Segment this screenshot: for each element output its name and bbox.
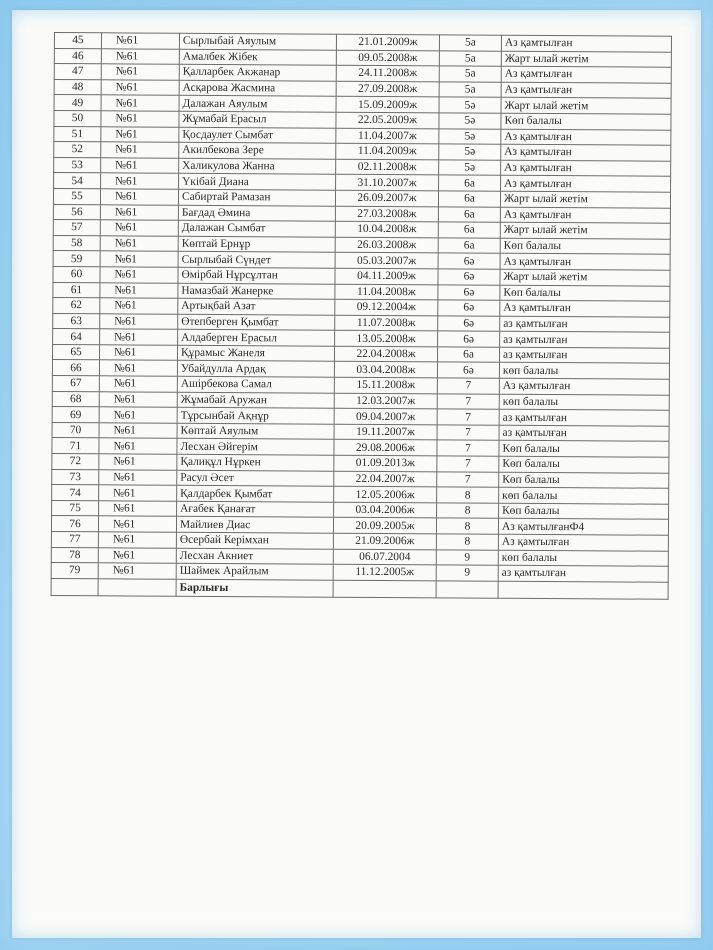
- row-number: 52: [54, 142, 101, 158]
- row-number: 48: [54, 79, 101, 95]
- birth-date: 12.03.2007ж: [334, 393, 437, 409]
- class-grade: 6ә: [438, 300, 500, 316]
- row-number: 77: [51, 531, 98, 547]
- student-name: Акилбекова Зере: [179, 142, 336, 159]
- school-number: №61: [98, 547, 176, 563]
- school-number: №61: [98, 563, 176, 579]
- student-table-body: [51, 33, 671, 583]
- row-number: 61: [53, 282, 100, 298]
- student-name: Намазбай Жанерке: [178, 283, 335, 300]
- row-number: 59: [53, 251, 100, 267]
- class-grade: 6а: [438, 222, 500, 238]
- birth-date: 21.01.2009ж: [336, 34, 439, 50]
- row-number: 50: [54, 110, 101, 126]
- birth-date: 03.04.2008ж: [334, 362, 437, 378]
- row-number: 62: [53, 298, 100, 314]
- row-number: 75: [52, 500, 99, 516]
- class-grade: 7: [437, 378, 499, 394]
- birth-date: 29.08.2006ж: [334, 440, 437, 456]
- birth-date: 09.05.2008ж: [336, 50, 439, 66]
- birth-date: 09.04.2007ж: [334, 408, 437, 424]
- row-number: 47: [54, 64, 101, 80]
- row-number: 60: [53, 266, 100, 282]
- class-grade: 7: [437, 425, 499, 441]
- birth-date: 27.03.2008ж: [335, 206, 438, 222]
- row-number: 78: [51, 547, 98, 563]
- school-number: №61: [99, 485, 177, 501]
- social-status: аз қамтылған: [500, 332, 670, 349]
- school-number: №61: [99, 423, 177, 439]
- birth-date: 24.11.2008ж: [336, 65, 439, 81]
- class-grade: 8: [437, 487, 499, 503]
- class-grade: 6ә: [438, 331, 500, 347]
- school-number: №61: [99, 501, 177, 517]
- class-grade: 5а: [439, 66, 501, 82]
- student-name: Лесхан Әйгерім: [177, 439, 334, 456]
- class-grade: 5ә: [439, 160, 501, 176]
- school-number: №61: [101, 142, 179, 158]
- row-number: 66: [52, 360, 99, 376]
- class-grade: 5ә: [439, 144, 501, 160]
- social-status: Көп балалы: [499, 441, 669, 458]
- birth-date: 27.09.2008ж: [336, 81, 439, 97]
- birth-date: 11.07.2008ж: [335, 315, 438, 331]
- birth-date: 10.04.2008ж: [335, 221, 438, 237]
- class-grade: 7: [437, 409, 499, 425]
- birth-date: 22.05.2009ж: [336, 112, 439, 128]
- class-grade: 8: [436, 534, 498, 550]
- student-name: Майлиев Диас: [176, 517, 333, 534]
- total-cell-class: [436, 581, 498, 598]
- birth-date: 26.03.2008ж: [335, 237, 438, 253]
- social-status: Аз қамтылғанФ4: [498, 519, 668, 536]
- birth-date: 11.12.2005ж: [333, 564, 436, 580]
- row-number: 55: [53, 188, 100, 204]
- student-name: Өтепберген Қымбат: [178, 314, 335, 331]
- student-name: Расул Әсет: [177, 470, 334, 487]
- row-number: 72: [52, 454, 99, 470]
- class-grade: 6а: [438, 206, 500, 222]
- social-status: аз қамтылған: [499, 409, 669, 426]
- social-status: Аз қамтылған: [501, 160, 671, 177]
- school-number: №61: [98, 532, 176, 548]
- row-number: 46: [54, 48, 101, 64]
- class-grade: 6ә: [438, 284, 500, 300]
- school-number: №61: [101, 33, 179, 49]
- row-number: 71: [52, 438, 99, 454]
- social-status: Аз қамтылған: [499, 378, 669, 395]
- school-number: №61: [101, 48, 179, 64]
- class-grade: 9: [436, 565, 498, 581]
- student-name: Қалиқұл Нұркен: [177, 454, 334, 471]
- social-status: Жарт ылай жетім: [500, 269, 670, 286]
- student-name: Жұмабай Аружан: [177, 392, 334, 409]
- birth-date: 31.10.2007ж: [336, 175, 439, 191]
- class-grade: 5а: [439, 82, 501, 98]
- school-number: №61: [100, 236, 178, 252]
- row-number: 53: [54, 157, 101, 173]
- birth-date: 13.05.2008ж: [335, 331, 438, 347]
- row-number: 49: [54, 95, 101, 111]
- student-name: Үкібай Диана: [179, 174, 336, 191]
- social-status: Аз қамтылған: [500, 254, 670, 271]
- social-status: Аз қамтылған: [501, 66, 671, 83]
- school-number: №61: [100, 220, 178, 236]
- school-number: №61: [99, 360, 177, 376]
- class-grade: 7: [437, 440, 499, 456]
- social-status: Аз қамтылған: [501, 129, 671, 146]
- student-name: Ағабек Қанағат: [177, 501, 334, 518]
- school-number: №61: [99, 345, 177, 361]
- birth-date: 03.04.2006ж: [334, 502, 437, 518]
- class-grade: 8: [436, 518, 498, 534]
- class-grade: 9: [436, 549, 498, 565]
- student-table: [51, 32, 672, 600]
- student-name: Асқарова Жасмина: [179, 80, 336, 97]
- student-name: Алдаберген Ерасыл: [178, 330, 335, 347]
- school-number: №61: [101, 111, 179, 127]
- student-name: Амалбек Жібек: [179, 49, 336, 66]
- birth-date: 15.11.2008ж: [334, 377, 437, 393]
- class-grade: 6а: [439, 175, 501, 191]
- class-grade: 6а: [437, 347, 499, 363]
- school-number: №61: [100, 298, 178, 314]
- social-status: аз қамтылған: [499, 347, 669, 364]
- social-status: Жарт ылай жетім: [501, 51, 671, 68]
- row-number: 57: [53, 220, 100, 236]
- school-number: №61: [99, 469, 177, 485]
- class-grade: 8: [437, 503, 499, 519]
- student-name: Қалларбек Акжанар: [179, 64, 336, 81]
- school-number: №61: [99, 376, 177, 392]
- social-status: Көп балалы: [499, 456, 669, 473]
- school-number: №61: [100, 329, 178, 345]
- student-name: Далажан Сымбат: [178, 220, 335, 237]
- social-status: Аз қамтылған: [500, 207, 670, 224]
- school-number: №61: [99, 407, 177, 423]
- student-name: Сырлыбай Сүндет: [178, 252, 335, 269]
- student-name: Қосдаулет Сымбат: [179, 127, 336, 144]
- student-name: Сабиртай Рамазан: [178, 189, 335, 206]
- row-number: 79: [51, 563, 98, 579]
- student-name: Көптай Аяулым: [177, 423, 334, 440]
- row-number: 70: [52, 422, 99, 438]
- row-number: 63: [53, 313, 100, 329]
- school-number: №61: [100, 189, 178, 205]
- social-status: Жарт ылай жетім: [501, 98, 671, 115]
- total-cell-school: [98, 579, 176, 596]
- social-status: көп балалы: [499, 487, 669, 504]
- birth-date: 01.09.2013ж: [334, 455, 437, 471]
- school-number: №61: [101, 173, 179, 189]
- class-grade: 7: [437, 471, 499, 487]
- birth-date: 11.04.2009ж: [336, 143, 439, 159]
- student-name: Тұрсынбай Ақнұр: [177, 408, 334, 425]
- social-status: көп балалы: [499, 363, 669, 380]
- birth-date: 26.09.2007ж: [335, 190, 438, 206]
- row-number: 56: [53, 204, 100, 220]
- birth-date: 04.11.2009ж: [335, 268, 438, 284]
- total-cell-status: [498, 581, 668, 599]
- row-number: 65: [52, 344, 99, 360]
- class-grade: 7: [437, 456, 499, 472]
- class-grade: 6а: [438, 191, 500, 207]
- row-number: 64: [53, 329, 100, 345]
- school-number: №61: [101, 95, 179, 111]
- birth-date: 20.09.2005ж: [333, 518, 436, 534]
- social-status: Аз қамтылған: [501, 82, 671, 99]
- class-grade: 5ә: [439, 128, 501, 144]
- class-grade: 6ә: [438, 253, 500, 269]
- student-name: Шаймек Арайлым: [176, 563, 333, 580]
- row-number: 73: [52, 469, 99, 485]
- class-grade: 5ә: [439, 97, 501, 113]
- birth-date: 15.09.2009ж: [336, 97, 439, 113]
- birth-date: 19.11.2007ж: [334, 424, 437, 440]
- school-number: №61: [100, 251, 178, 267]
- class-grade: 6ә: [438, 269, 500, 285]
- school-number: №61: [99, 454, 177, 470]
- row-number: 58: [53, 235, 100, 251]
- social-status: аз қамтылған: [500, 316, 670, 333]
- social-status: Жарт ылай жетім: [500, 191, 670, 208]
- student-name: Сырлыбай Аяулым: [179, 33, 336, 50]
- student-name: Қалдарбек Қымбат: [177, 485, 334, 502]
- student-name: Артықбай Азат: [178, 298, 335, 315]
- row-number: 54: [54, 173, 101, 189]
- social-status: Көп балалы: [501, 113, 671, 130]
- social-status: аз қамтылған: [499, 425, 669, 442]
- student-name: Халикулова Жанна: [179, 158, 336, 175]
- social-status: Көп балалы: [499, 472, 669, 489]
- birth-date: 22.04.2008ж: [334, 346, 437, 362]
- student-name: Көптай Ернұр: [178, 236, 335, 253]
- row-number: 67: [52, 376, 99, 392]
- school-number: №61: [100, 313, 178, 329]
- school-number: №61: [99, 391, 177, 407]
- social-status: Аз қамтылған: [500, 300, 670, 317]
- row-number: 68: [52, 391, 99, 407]
- social-status: Көп балалы: [500, 285, 670, 302]
- class-grade: 5а: [439, 50, 501, 66]
- document-page: [12, 10, 701, 938]
- birth-date: 02.11.2008ж: [336, 159, 439, 175]
- row-number: 76: [51, 516, 98, 532]
- birth-date: 12.05.2006ж: [334, 486, 437, 502]
- social-status: Жарт ылай жетім: [500, 222, 670, 239]
- student-name: Далажан Аяулым: [179, 96, 336, 113]
- class-grade: 7: [437, 394, 499, 410]
- birth-date: 11.04.2007ж: [336, 128, 439, 144]
- student-name: Өмірбай Нұрсұлтан: [178, 267, 335, 284]
- birth-date: 22.04.2007ж: [334, 471, 437, 487]
- birth-date: 11.04.2008ж: [335, 284, 438, 300]
- social-status: көп балалы: [499, 394, 669, 411]
- school-number: №61: [100, 204, 178, 220]
- social-status: Аз қамтылған: [501, 35, 671, 52]
- birth-date: 09.12.2004ж: [335, 299, 438, 315]
- social-status: аз қамтылған: [498, 565, 668, 582]
- school-number: №61: [99, 438, 177, 454]
- birth-date: 05.03.2007ж: [335, 253, 438, 269]
- school-number: №61: [101, 158, 179, 174]
- class-grade: 6а: [438, 238, 500, 254]
- row-number: 45: [54, 33, 101, 49]
- social-status: Көп балалы: [499, 503, 669, 520]
- row-number: 74: [52, 485, 99, 501]
- student-name: Құрамыс Жанеля: [177, 345, 334, 362]
- birth-date: 21.09.2006ж: [333, 533, 436, 549]
- student-name: Өсербай Керімхан: [176, 532, 333, 549]
- student-name: Ашірбекова Самал: [177, 376, 334, 393]
- row-number: 51: [54, 126, 101, 142]
- student-name: Бағдад Әмина: [178, 205, 335, 222]
- total-row: [51, 578, 668, 599]
- social-status: көп балалы: [498, 550, 668, 567]
- total-cell-num: [51, 578, 98, 595]
- total-cell-date: [333, 580, 436, 598]
- total-label: Барлығы: [176, 579, 333, 597]
- social-status: Көп балалы: [500, 238, 670, 255]
- class-grade: 6ә: [437, 362, 499, 378]
- school-number: №61: [100, 282, 178, 298]
- school-number: №61: [98, 516, 176, 532]
- school-number: №61: [101, 64, 179, 80]
- student-name: Лесхан Акниет: [176, 548, 333, 565]
- student-name: Убайдулла Ардақ: [177, 361, 334, 378]
- student-name: Жұмабай Ерасыл: [179, 111, 336, 128]
- class-grade: 6ә: [438, 316, 500, 332]
- school-number: №61: [100, 267, 178, 283]
- class-grade: 5а: [439, 35, 501, 51]
- school-number: №61: [101, 80, 179, 96]
- birth-date: 06.07.2004: [333, 549, 436, 565]
- school-number: №61: [101, 126, 179, 142]
- social-status: Аз қамтылған: [501, 144, 671, 161]
- class-grade: 5ә: [439, 113, 501, 129]
- social-status: Аз қамтылған: [501, 176, 671, 193]
- social-status: Аз қамтылған: [498, 534, 668, 551]
- row-number: 69: [52, 407, 99, 423]
